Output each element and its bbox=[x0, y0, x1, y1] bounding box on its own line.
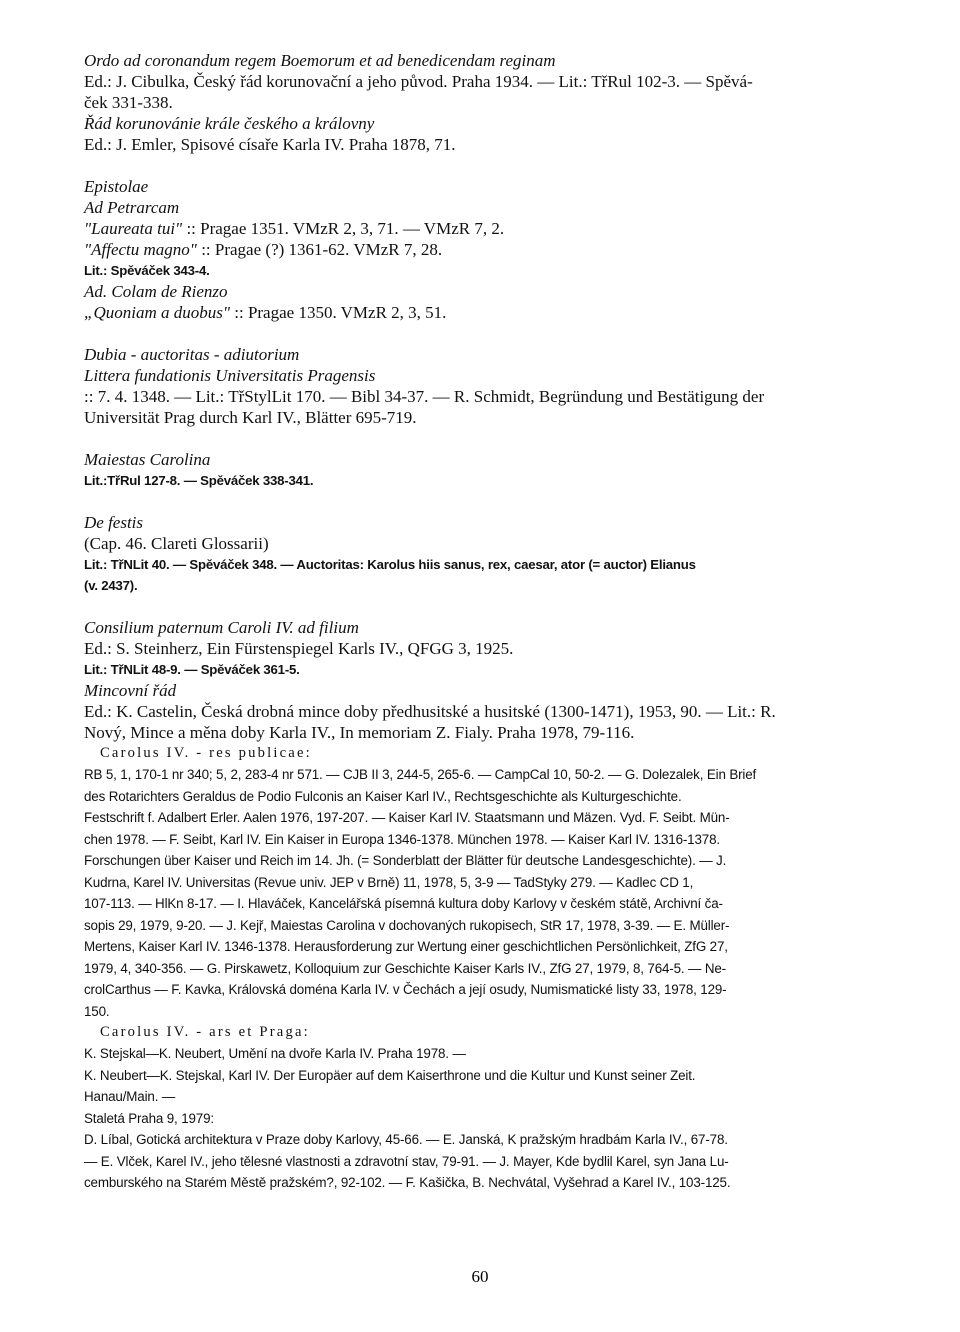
respublicae-line: 150. bbox=[84, 1003, 110, 1019]
respublicae-line: Forschungen über Kaiser und Reich im 14. Jh. (= Sonderblatt der Blätter für deutsche Landesgeschichte). — J. bbox=[84, 853, 727, 868]
document-page bbox=[84, 50, 884, 1194]
rad-title: Řád korunovánie krále českého a královny bbox=[84, 114, 375, 133]
rad-edition: Ed.: J. Emler, Spisové císaře Karla IV. Praha 1878, 71. bbox=[84, 135, 456, 154]
respublicae-line: Mertens, Kaiser Karl IV. 1346-1378. Herausforderung zur Wertung einer geschichtlichen Persönlichkeit, ZfG 27, bbox=[84, 939, 728, 954]
consilium-edition: Ed.: S. Steinherz, Ein Fürstenspiegel Karls IV., QFGG 3, 1925. bbox=[84, 639, 514, 658]
affectu-entry bbox=[84, 239, 884, 260]
consilium-title: Consilium paternum Caroli IV. ad filium bbox=[84, 618, 359, 637]
dubia-reference-line-1: :: 7. 4. 1348. — Lit.: TřStylLit 170. — Bibl 34-37. — R. Schmidt, Begründung und Bestätigung der bbox=[84, 387, 765, 406]
mincovni-edition-line-1: Ed.: K. Castelin, Česká drobná mince doby předhusitské a husitské (1300-1471), 1953, 90. — Lit.: R. bbox=[84, 702, 776, 721]
respublicae-line: chen 1978. — F. Seibt, Karl IV. Ein Kaiser in Europa 1346-1378. München 1978. — Kaiser Karl IV. 1316-1378. bbox=[84, 831, 720, 847]
defestis-literature: Lit.: TřNLit 40. — Spěváček 348. — Auctoritas: Karolus hiis sanus, rex, caesar, ator (= auctor) Elianus bbox=[84, 557, 696, 572]
ad-petrarcam: Ad Petrarcam bbox=[84, 198, 180, 217]
respublicae-line: RB 5, 1, 170-1 nr 340; 5, 2, 283-4 nr 571. — CJB II 3, 244-5, 265-6. — CampCal 10, 50-2. — G. Dolezalek, Ein Brief bbox=[84, 767, 757, 782]
respublicae-line: Kudrna, Karel IV. Universitas (Revue univ. JEP v Brně) 11, 1978, 5, 3-9 — TadStyky 279. — Kadlec CD 1, bbox=[84, 874, 694, 890]
arspraga-line: D. Líbal, Gotická architektura v Praze doby Karlovy, 45-66. — E. Janská, K pražským hradbám Karla IV., 67-78. bbox=[84, 1132, 728, 1147]
mincovni-title: Mincovní řád bbox=[84, 681, 177, 700]
ad-colam-de-rienzo: Ad. Colam de Rienzo bbox=[84, 282, 228, 301]
epistolae-literature: Lit.: Spěváček 343-4. bbox=[84, 263, 210, 278]
respublicae-line: 1979, 4, 340-356. — G. Pirskawetz, Kolloquium zur Geschichte Kaiser Karls IV., ZfG 27, 1979, 8, 764-5. — Ne- bbox=[84, 960, 726, 976]
page-number: 60 bbox=[471, 1267, 489, 1286]
arspraga-line: cemburského na Starém Městě pražském?, 92-102. — F. Kašička, B. Nechvátal, Vyšehrad a Karel IV., 103-125. bbox=[84, 1175, 731, 1190]
quoniam-incipit: „Quoniam a duobus" bbox=[84, 303, 230, 322]
arspraga-line: Staletá Praha 9, 1979: bbox=[84, 1110, 214, 1126]
defestis-literature-2: (v. 2437). bbox=[84, 578, 138, 593]
littera-fundationis: Littera fundationis Universitatis Pragensis bbox=[84, 366, 376, 385]
defestis-title: De festis bbox=[84, 513, 144, 532]
dubia-title: Dubia - auctoritas - adiutorium bbox=[84, 345, 300, 364]
defestis-cap: (Cap. 46. Clareti Glossarii) bbox=[84, 534, 269, 553]
maiestas-literature: Lit.:TřRul 127-8. — Spěváček 338-341. bbox=[84, 473, 314, 488]
respublicae-line: des Rotarichters Geraldus de Podio Fulconis an Kaiser Karl IV., Rechtsgeschichte als Kulturgeschichte. bbox=[84, 788, 682, 804]
epistolae-title: Epistolae bbox=[84, 177, 149, 196]
laureata-incipit: "Laureata tui" bbox=[84, 219, 183, 238]
respublicae-heading: Carolus IV. - res publicae: bbox=[100, 745, 312, 761]
quoniam-reference: :: Pragae 1350. VMzR 2, 3, 51. bbox=[230, 303, 447, 322]
respublicae-line: Festschrift f. Adalbert Erler. Aalen 1976, 197-207. — Kaiser Karl IV. Staatsmann und Mäzen. Vyd. F. Seibt. Mün- bbox=[84, 810, 730, 825]
arspraga-bibliography bbox=[84, 1043, 884, 1194]
respublicae-bibliography bbox=[84, 764, 884, 1022]
respublicae-line: sopis 29, 1979, 9-20. — J. Kejř, Maiestas Carolina v dochovaných rukopisech, StR 17, 1978, 3-39. — E. Müller- bbox=[84, 917, 730, 933]
affectu-incipit: "Affectu magno" bbox=[84, 240, 197, 259]
respublicae-line: crolCarthus — F. Kavka, Královská doména Karla IV. v Čechách a její osudy, Numismatické listy 33, 1978, 129- bbox=[84, 982, 727, 997]
affectu-reference: :: Pragae (?) 1361-62. VMzR 7, 28. bbox=[196, 240, 443, 259]
dubia-reference-line-2: Universität Prag durch Karl IV., Blätter 695-719. bbox=[84, 408, 417, 427]
laureata-reference: :: Pragae 1351. VMzR 2, 3, 71. — VMzR 7, 2. bbox=[182, 219, 505, 238]
arspraga-heading: Carolus IV. - ars et Praga: bbox=[100, 1024, 310, 1040]
laureata-entry bbox=[84, 218, 884, 239]
arspraga-line: Hanau/Main. — bbox=[84, 1089, 176, 1104]
respublicae-line: 107-113. — HlKn 8-17. — I. Hlaváček, Kancelářská písemná kultura doby Karlovy v českém státě, Archivní ča- bbox=[84, 896, 723, 911]
quoniam-entry bbox=[84, 302, 884, 323]
arspraga-line: K. Stejskal—K. Neubert, Umění na dvoře Karla IV. Praha 1978. — bbox=[84, 1046, 466, 1061]
arspraga-line: K. Neubert—K. Stejskal, Karl IV. Der Europäer auf dem Kaiserthrone und die Kultur und Kunst seiner Zeit. bbox=[84, 1067, 696, 1083]
ordo-edition-line-2: ček 331-338. bbox=[84, 93, 173, 112]
arspraga-line: — E. Vlček, Karel IV., jeho tělesné vlastnosti a zdravotní stav, 79-91. — J. Mayer, Kde bydlil Karel, syn Jana Lu- bbox=[84, 1153, 729, 1169]
maiestas-title: Maiestas Carolina bbox=[84, 450, 211, 469]
consilium-literature: Lit.: TřNLit 48-9. — Spěváček 361-5. bbox=[84, 662, 300, 677]
mincovni-edition-line-2: Nový, Mince a měna doby Karla IV., In memoriam Z. Fialy. Praha 1978, 79-116. bbox=[84, 723, 635, 742]
ordo-title: Ordo ad coronandum regem Boemorum et ad benedicendam reginam bbox=[84, 51, 556, 70]
ordo-edition-line-1: Ed.: J. Cibulka, Český řád korunovační a jeho původ. Praha 1934. — Lit.: TřRul 102-3. — Spěvá- bbox=[84, 72, 753, 91]
